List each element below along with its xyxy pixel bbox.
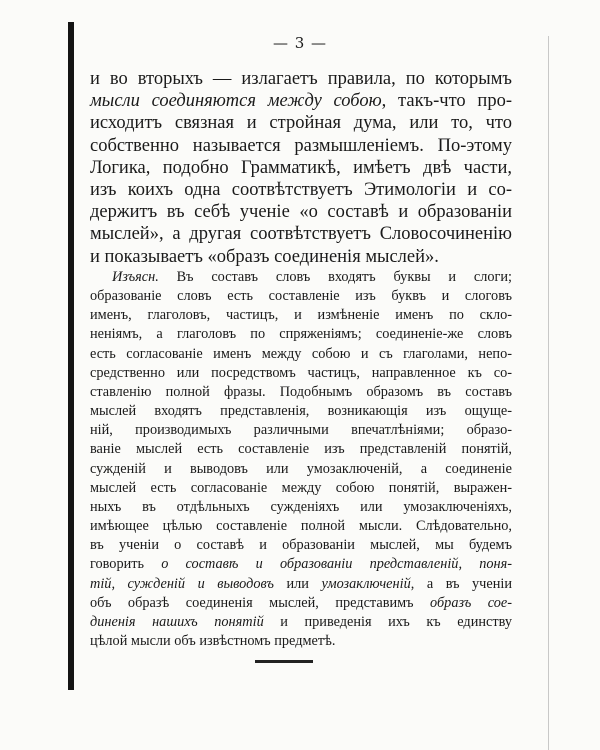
text-line: мыслей входятъ представленія, возникающія изъ ощуще-: [90, 403, 512, 420]
text-line: есть согласованіе именъ между собою и съ глаголами, непо-: [90, 345, 512, 362]
text-line: образованіе словъ есть составленіе изъ буквъ и слоговъ: [90, 288, 512, 305]
italic-phrase: мысли соединяются между собою: [90, 91, 382, 112]
text-line: собственно называется размышленіемъ. По-этому: [90, 135, 512, 156]
text-line: Изъясн. Въ составъ словъ входятъ буквы и слоги;: [112, 269, 512, 285]
main-paragraph: [90, 68, 512, 268]
text-line: въ ученіи о составѣ и образованіи мыслей, мы будемъ: [90, 537, 512, 554]
explanation-paragraph: [90, 268, 512, 651]
text-line: неніямъ, а глаголовъ по спряженіямъ; соединеніе-же словъ: [90, 326, 512, 343]
text-line: держитъ въ себѣ ученіе «о составѣ и образованіи: [90, 202, 512, 223]
text-line: средственно или посредствомъ частицъ, направленное къ со-: [90, 364, 512, 381]
text-line: имѣющее цѣлью составленіе полной мысли. Слѣдовательно,: [90, 518, 512, 535]
text-line: тій, сужденій и выводовъ или умозаключеній, а въ ученіи: [90, 575, 512, 592]
page-edge-shadow: [68, 22, 74, 690]
explanation-lead: Изъясн.: [112, 269, 159, 285]
text-line: ныхъ въ отдѣльныхъ сужденіяхъ или умозаключеніяхъ,: [90, 498, 512, 515]
text-line: мыслей», а другая соотвѣтствуетъ Словосочиненію: [90, 224, 512, 245]
text-line: исходитъ связная и стройная дума, или то, что: [90, 113, 512, 134]
text-line: сужденій и выводовъ или умозаключеній, а соединеніе: [90, 460, 512, 477]
page-right-edge: [548, 36, 549, 750]
text-line: и показываетъ «образъ соединенія мыслей».: [90, 246, 439, 267]
text-line: мысли соединяются между собою, такъ-что про-: [90, 91, 512, 112]
text-line: цѣлой мысли объ извѣстномъ предметѣ.: [90, 632, 336, 649]
text-line: ній, производимыхъ различными впечатлѣніями; образо-: [90, 422, 512, 439]
text-line: мыслей есть согласованіе между собою понятій, выражен-: [90, 479, 512, 496]
text-line: объ образѣ соединенія мыслей, представимъ образъ сое-: [90, 594, 512, 611]
text-line: Логика, подобно Грамматикѣ, имѣетъ двѣ части,: [90, 157, 512, 178]
italic-phrase: диненія нашихъ понятій: [90, 613, 264, 630]
text-line: ваніе мыслей есть составленіе изъ представленій понятій,: [90, 441, 512, 458]
page-number: — 3 —: [272, 34, 328, 52]
italic-phrase: умозаключеній: [321, 575, 411, 592]
text-line: говорить о составѣ и образованіи представленій, поня-: [90, 556, 512, 573]
text-line: ставленію полной фразы. Подобнымъ образомъ въ составъ: [90, 383, 512, 400]
text-line: именъ, глаголовъ, частицъ, и измѣненіе именъ по скло-: [90, 307, 512, 324]
closing-rule: [255, 660, 313, 663]
italic-phrase: о составѣ и образованіи представленій, поня-: [161, 556, 512, 573]
text-line: и во вторыхъ — излагаетъ правила, по которымъ: [90, 69, 512, 89]
text-line: диненія нашихъ понятій и приведенія ихъ къ единству: [90, 613, 512, 630]
italic-phrase: образъ сое-: [430, 594, 512, 611]
italic-phrase: тій, сужденій и выводовъ: [90, 575, 274, 592]
text-line: изъ коихъ одна соотвѣтствуетъ Этимологіи и со-: [90, 180, 512, 201]
